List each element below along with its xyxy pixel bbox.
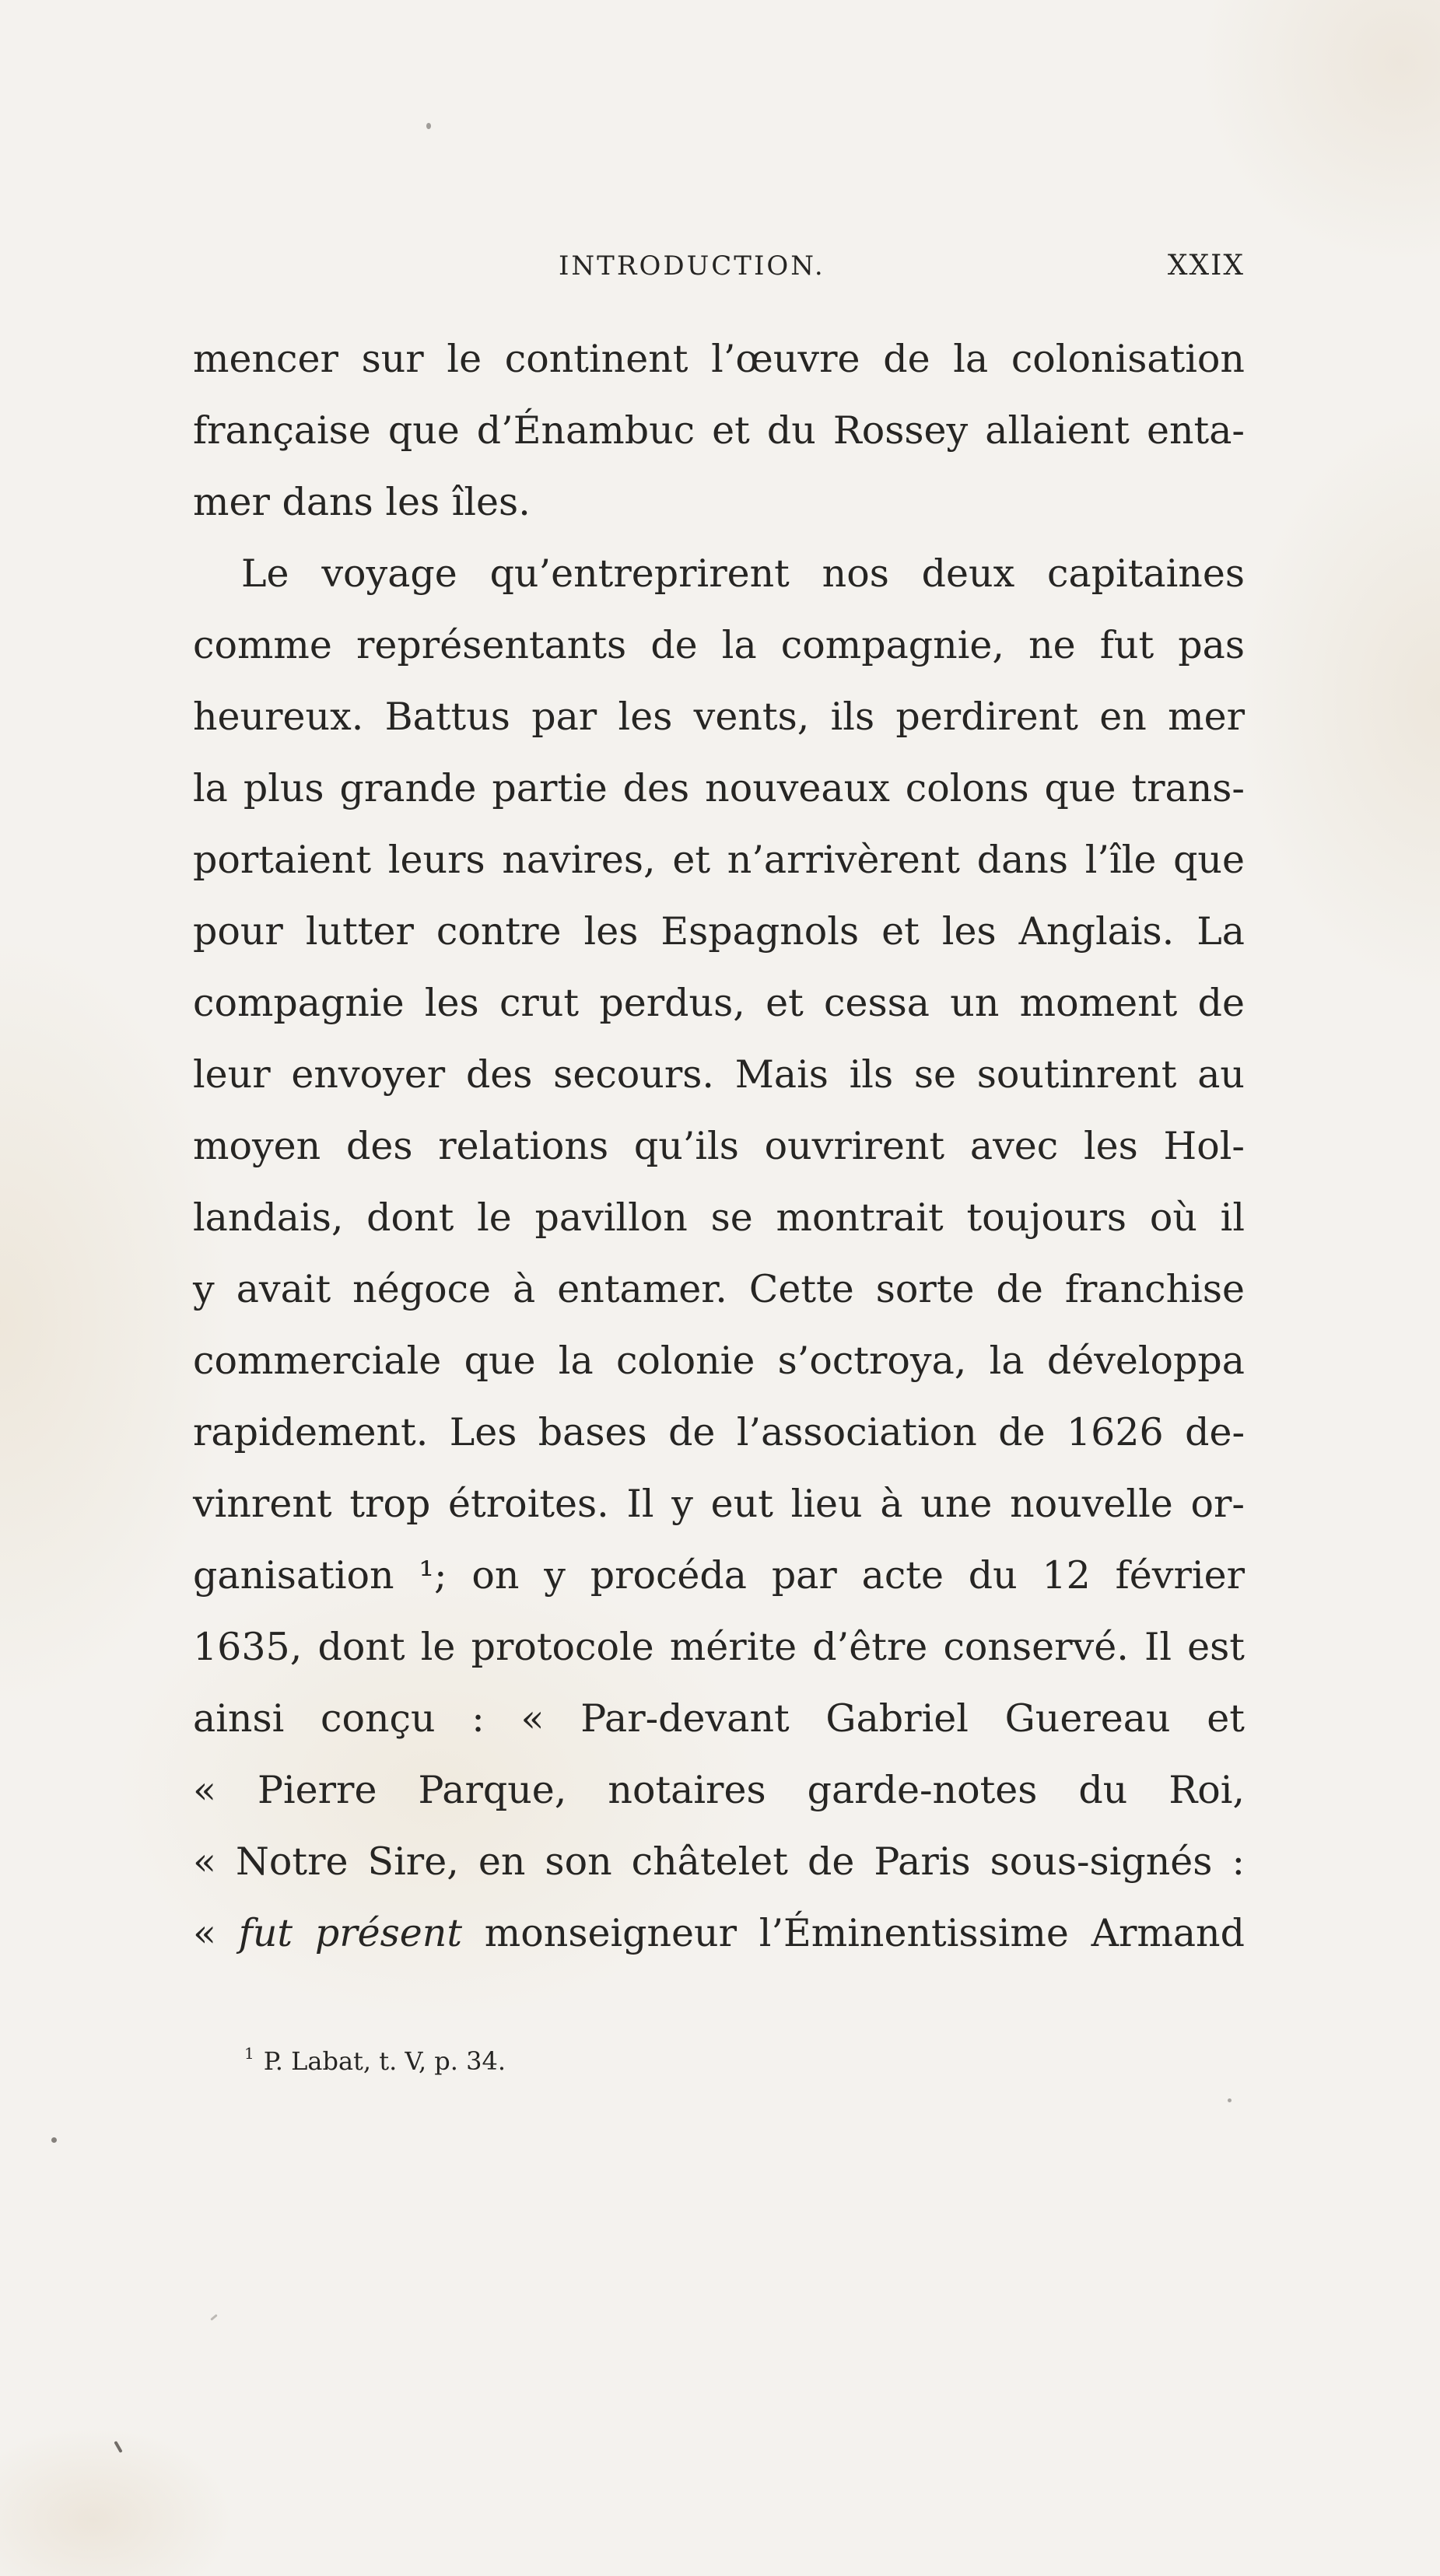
text-line: commerciale que la colonie s’octroya, la développa <box>193 1339 1245 1383</box>
page-header <box>193 247 1245 285</box>
text-line: « Notre Sire, en son châtelet de Paris sous-signés : <box>193 1839 1245 1884</box>
footnote <box>244 2038 506 2077</box>
line-rest: monseigneur l’Éminentissime Armand <box>462 1911 1245 1955</box>
ink-speck <box>51 2137 57 2143</box>
text-line-last <box>193 1898 1245 1969</box>
ink-speck <box>426 123 431 129</box>
page-body <box>193 324 1245 1969</box>
text-line: landais, dont le pavillon se montrait toujours où il <box>193 1195 1245 1240</box>
ink-speck <box>114 2441 122 2453</box>
text-line: heureux. Battus par les vents, ils perdirent en mer <box>193 695 1245 739</box>
text-line: portaient leurs navires, et n’arrivèrent dans l’île que <box>193 838 1245 882</box>
text-line: mencer sur le continent l’œuvre de la colonisation <box>193 337 1245 381</box>
text-line: Le voyage qu’entreprirent nos deux capitaines <box>241 551 1245 596</box>
text-line: rapidement. Les bases de l’association de 1626 de- <box>193 1410 1245 1454</box>
text-line: mer dans les îles. <box>193 480 531 524</box>
text-line: y avait négoce à entamer. Cette sorte de franchise <box>193 1267 1245 1311</box>
ink-speck <box>210 2314 218 2321</box>
italic-phrase: fut présent <box>238 1911 463 1955</box>
text-line: pour lutter contre les Espagnols et les Anglais. La <box>193 909 1245 954</box>
footnote-text: P. Labat, t. V, p. 34. <box>263 2046 506 2076</box>
text-line: compagnie les crut perdus, et cessa un moment de <box>193 981 1245 1025</box>
text-line: française que d’Énambuc et du Rossey allaient enta- <box>193 408 1245 453</box>
ink-speck <box>1228 2098 1232 2102</box>
page-number: XXIX <box>1167 250 1245 282</box>
text-line: moyen des relations qu’ils ouvrirent avec les Hol- <box>193 1124 1245 1168</box>
text-line: la plus grande partie des nouveaux colons que trans- <box>193 766 1245 810</box>
text-line: leur envoyer des secours. Mais ils se soutinrent au <box>193 1052 1245 1097</box>
text-line: 1635, dont le protocole mérite d’être conservé. Il est <box>193 1625 1245 1669</box>
footnote-mark: 1 <box>244 2044 254 2063</box>
text-line: ganisation ¹; on y procéda par acte du 12 février <box>193 1553 1245 1598</box>
text-line: vinrent trop étroites. Il y eut lieu à une nouvelle or- <box>193 1482 1245 1526</box>
text-line: ainsi conçu : « Par-devant Gabriel Guereau et <box>193 1696 1245 1741</box>
open-quote: « <box>193 1911 239 1955</box>
text-line: « Pierre Parque, notaires garde-notes du Roi, <box>193 1768 1245 1812</box>
running-title: INTRODUCTION. <box>559 250 825 282</box>
text-line: comme représentants de la compagnie, ne fut pas <box>193 623 1245 667</box>
